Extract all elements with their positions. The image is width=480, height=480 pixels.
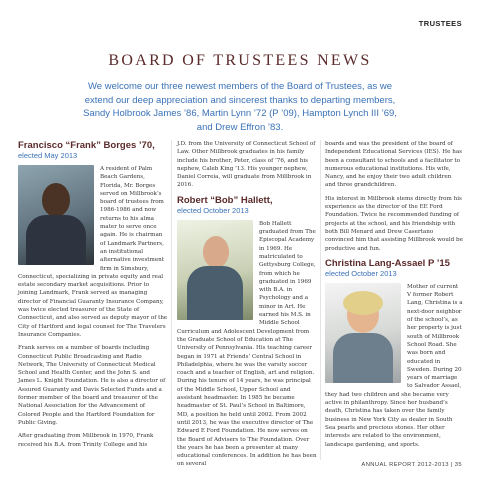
profile-elected-lang-assael: elected October 2013 [325,268,397,278]
profile-paragraph: Bob Hallett graduated from The Episcopal Academy in 1969. He matriculated to Gettysburg College, from which he graduated in 1969 with B.A. in Psychology and a minor in Art. He earned his M.S. in Middle School Curriculum and Adolescent Development from the Graduate School of Education at The University of Pennsylvania. His teaching career began in 1971 at Friends’ Central School in Philadelphia, where he was the varsity soccer coach and a teacher of English, art and religion. During his tenure of 14 years, he was principal of the Middle School, Upper School and assistant headmaster. In 1985 he became headmaster of St. Paul’s School in Baltimore, MD, a position he held until 2002. From 2002 until 2013, he was the executive director of The Edward E Ford Foundation. He now serves on the Board of Advisers to The Foundation. Over the years he has been a presenter at many educational conferences. In addition he has been on several [177,220,317,468]
portrait-hair [343,291,383,315]
photo-bob-hallett [177,220,253,320]
portrait-body [333,333,393,383]
profile-paragraph: Frank serves on a number of boards including Connecticut Public Broadcasting and Radio Network, The University of Connecticut Medical School and Health Center, and the John S. and James L. Knight Foundation. He is also a director of Assured Guaranty and Davis Selected Funds and a former member of the board and treasurer of the National Association for the Advancement of Colored People and the Hartford Foundation for Public Giving. [18,345,166,426]
portrait-head [42,183,70,217]
profile-name-hallett: Robert “Bob” Hallett, [177,194,273,206]
profile-name-lang-assael: Christina Lang-Assael P ’15 [325,257,450,269]
portrait-body [26,215,86,265]
section-tag: TRUSTEES [418,19,462,28]
profile-name-borges: Francisco “Frank” Borges ’70, [18,140,155,151]
top-bar [0,0,480,38]
profile-paragraph: After graduating from Millbrook in 1970, Frank received his B.A. from Trinity College and his [18,433,154,448]
profile-elected-borges: elected May 2013 [18,151,78,160]
column-1 [18,140,168,454]
photo-christina-lang-assael [325,283,401,383]
profile-paragraph: boards and was the president of the board of Independent Educational Services (IES). He has been a consultant to schools and a facilitator to numerous educational institutions. His wife, Nancy, and he enjoy their two adult children and three grandchildren. [325,141,463,189]
intro-paragraph: We welcome our three newest members of the Board of Trustees, as we extend our deep appreciation and sincerest thanks to departing members, Sandy Holbrook James ’86, Martin Lynn ’72 (P ’09), Hampton Lynch III ’69, and Drew Effron ’83. [83,81,397,133]
profile-paragraph: A resident of Palm Beach Gardens, Florida, Mr. Borges served on Millbrook’s board of trustees from 1986-1986 and now returns to his alma mater to serve once again. He is chairman of Landmark Partners, an institutional alternative investment firm in Simsbury, Connecticut, specializing in private equity and real estate secondary market acquisitions. Prior to joining Landmark, Frank served as managing director of Financial Guaranty Insurance Company, was twice elected treasurer of the State of Connecticut, and also served as deputy mayor of the City of Hartford and legal counsel for The Travelers Insurance Companies. [18,166,168,338]
portrait-body [187,266,243,320]
column-2 [177,140,317,474]
profile-paragraph: J.D. from the University of Connecticut School of Law. Other Millbrook graduates in his family include his brother, Peter, class of ’76, and his nephew, Caleb King ’13. His younger nephew, Daniel Correia, will graduate from Millbrook in 2016. [177,141,316,189]
profile-elected-hallett: elected October 2013 [177,205,249,215]
column-divider [320,140,321,460]
column-3 [325,140,463,454]
profile-paragraph: Mother of current V former Robert Lang, Christina is a next-door neighbor of the school’s, as her property is just south of Millbrook School Road. She was born and educated in Sweden. During 20 years of marriage to Salvador Assael, they had two children and she became very active in philanthropy. Since her husband’s death, Christina has taken over the family business in New York City as dealer in South Sea pearls and precious stones. Her other interests are related to the environment, landscape gardening, and sports. [325,283,463,448]
profile-paragraph: His interest in Millbrook stems directly from his experience as the director of the EE Ford Foundation. Twice he recommended funding of projects at the school, and his friendship with both Bill Menard and Drew Casertano convinced him that assisting Millbrook would be productive and fun. [325,195,463,252]
photo-frank-borges [18,165,94,265]
portrait-head [203,236,229,268]
page-footer: ANNUAL REPORT 2012-2013 | 35 [361,462,462,468]
page-title: BOARD OF TRUSTEES NEWS [108,52,372,69]
column-divider [171,140,172,460]
